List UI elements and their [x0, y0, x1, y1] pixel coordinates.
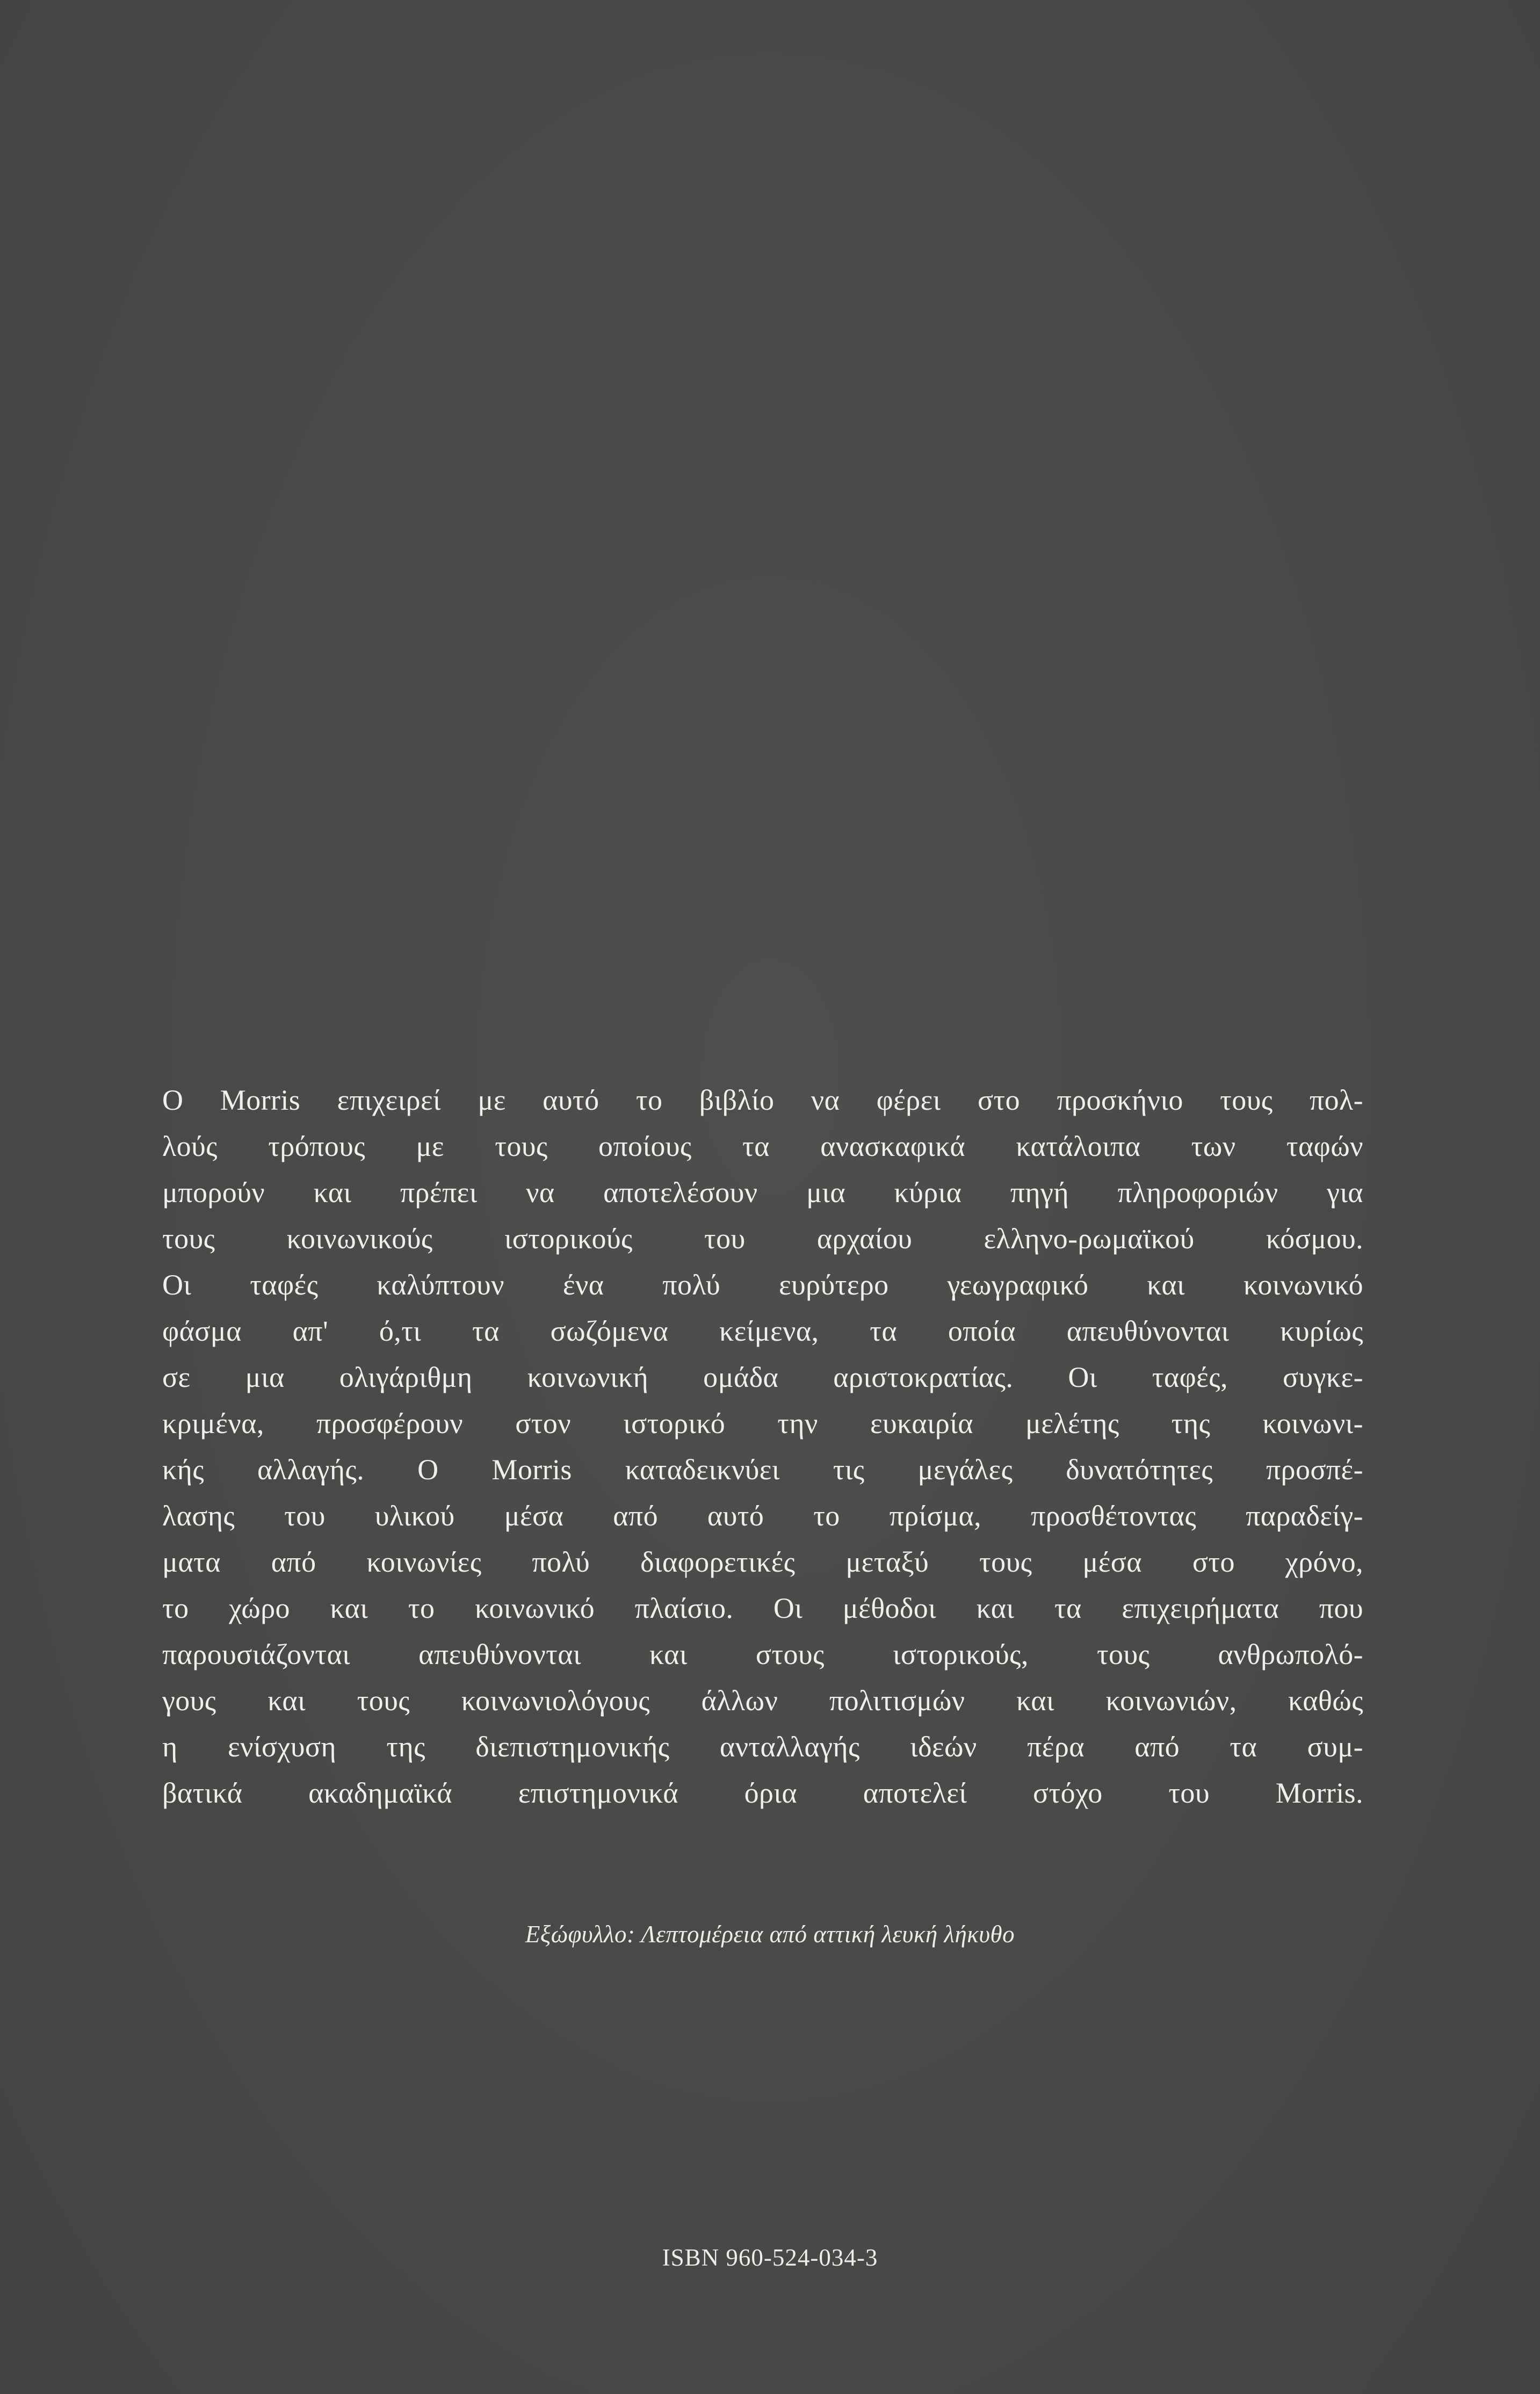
- blurb-line: λούς τρόπους με τους οποίους τα ανασκαφικά κατάλοιπα των ταφών: [162, 1130, 1363, 1162]
- blurb-line: βατικά ακαδημαϊκά επιστημονικά όρια αποτελεί στόχο του Morris.: [162, 1777, 1363, 1809]
- blurb-line: σε μια ολιγάριθμη κοινωνική ομάδα αριστοκρατίας. Οι ταφές, συγκε-: [162, 1361, 1363, 1393]
- blurb-line: Ο Morris επιχειρεί με αυτό το βιβλίο να φέρει στο προσκήνιο τους πολ-: [162, 1084, 1363, 1116]
- blurb-line: μπορούν και πρέπει να αποτελέσουν μια κύρια πηγή πληροφοριών για: [162, 1176, 1363, 1209]
- blurb-line: παρουσιάζονται απευθύνονται και στους ιστορικούς, τους ανθρωπολό-: [162, 1638, 1363, 1670]
- blurb-line: τους κοινωνικούς ιστορικούς του αρχαίου ελληνο-ρωμαϊκού κόσμου.: [162, 1223, 1363, 1255]
- blurb-line: το χώρο και το κοινωνικό πλαίσιο. Οι μέθοδοι και τα επιχειρήματα που: [162, 1592, 1363, 1624]
- blurb-line: ματα από κοινωνίες πολύ διαφορετικές μεταξύ τους μέσα στο χρόνο,: [162, 1546, 1363, 1578]
- blurb-line: λασης του υλικού μέσα από αυτό το πρίσμα, προσθέτοντας παραδείγ-: [162, 1500, 1363, 1532]
- blurb-line: η ενίσχυση της διεπιστημονικής ανταλλαγής ιδεών πέρα από τα συμ-: [162, 1731, 1363, 1763]
- cover-credit: Εξώφυλλο: Λεπτομέρεια από αττική λευκή λήκυθο: [525, 1921, 1015, 1948]
- blurb-paragraph: [162, 1077, 1363, 1816]
- blurb-line: γους και τους κοινωνιολόγους άλλων πολιτισμών και κοινωνιών, καθώς: [162, 1684, 1363, 1717]
- blurb-line: Οι ταφές καλύπτουν ένα πολύ ευρύτερο γεωγραφικό και κοινωνικό: [162, 1269, 1363, 1301]
- isbn: ISBN 960-524-034-3: [662, 2244, 878, 2271]
- blurb-line: κής αλλαγής. Ο Morris καταδεικνύει τις μεγάλες δυνατότητες προσπέ-: [162, 1453, 1363, 1486]
- blurb-line: κριμένα, προσφέρουν στον ιστορικό την ευκαιρία μελέτης της κοινωνι-: [162, 1407, 1363, 1440]
- blurb-line: φάσμα απ' ό,τι τα σωζόμενα κείμενα, τα οποία απευθύνονται κυρίως: [162, 1315, 1363, 1347]
